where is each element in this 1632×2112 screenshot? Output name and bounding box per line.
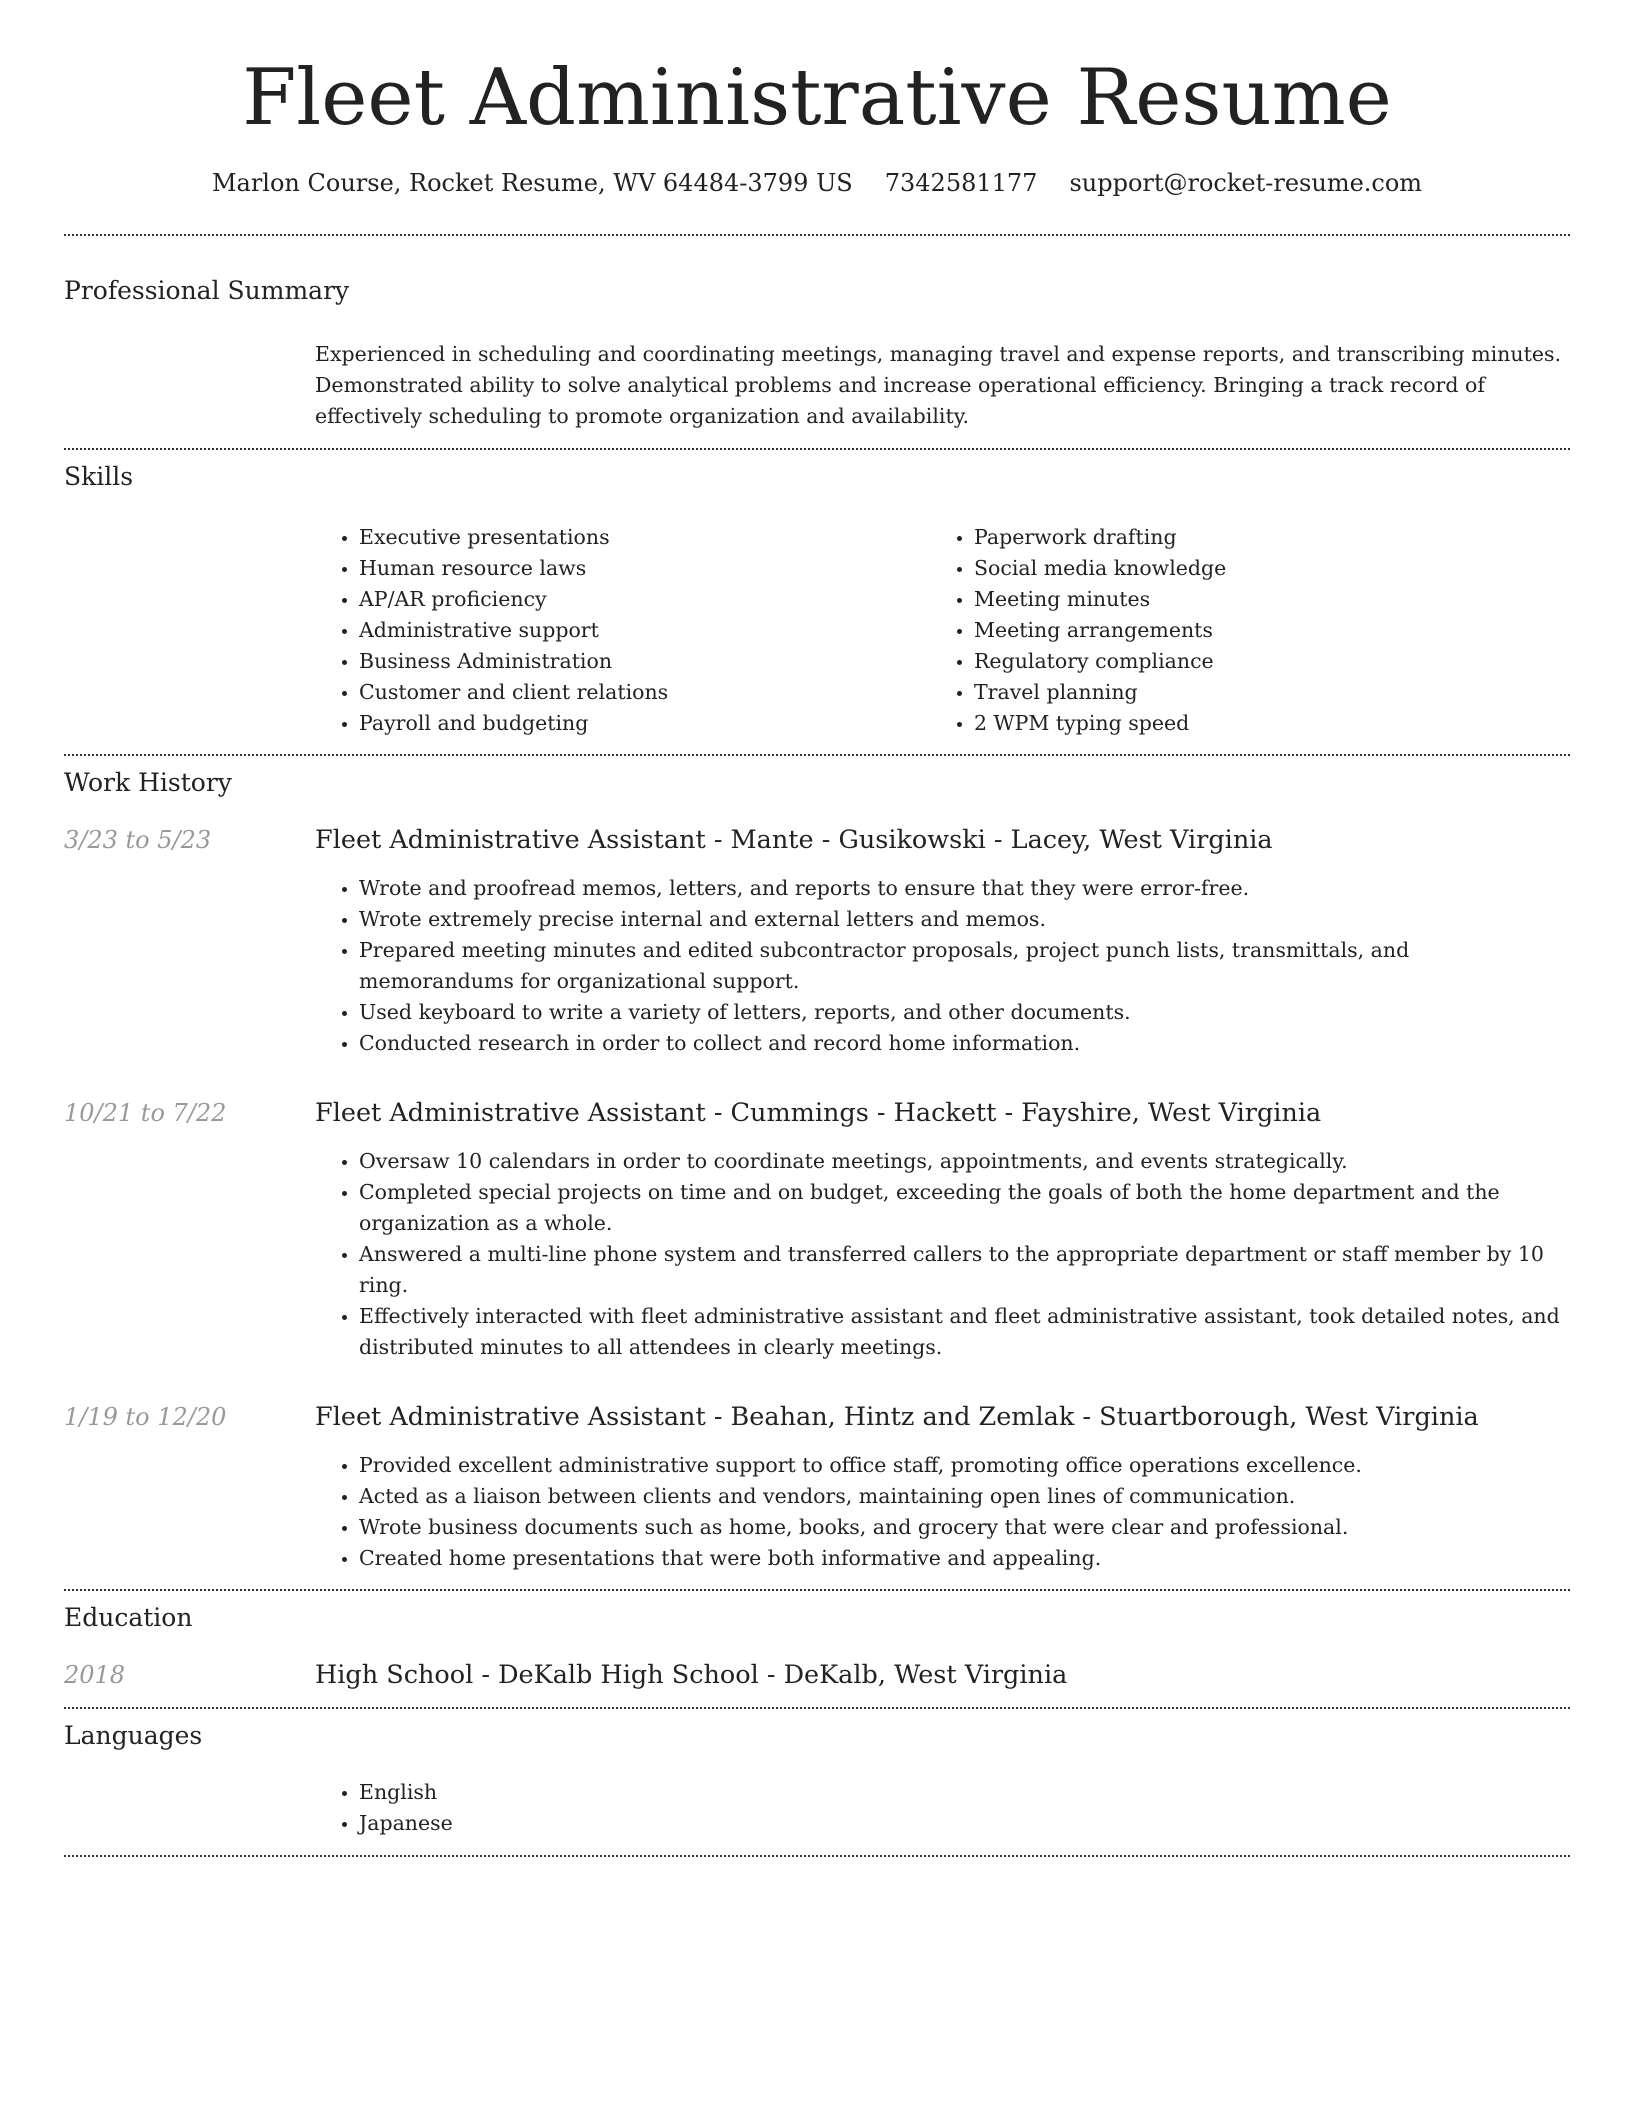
skill-item: • 2 WPM typing speed bbox=[974, 708, 1545, 739]
skill-item: • AP/AR proficiency bbox=[359, 584, 930, 615]
education-entry: High School - DeKalb High School - DeKalb, West Virginia bbox=[315, 1660, 1068, 1690]
summary-section bbox=[64, 236, 1570, 448]
job-entry bbox=[64, 824, 1570, 1059]
job-bullets bbox=[315, 873, 1570, 1059]
education-year: 2018 bbox=[64, 1661, 126, 1689]
contact-email: support@rocket-resume.com bbox=[1069, 169, 1423, 197]
skill-item: • Paperwork drafting bbox=[974, 522, 1545, 553]
skill-item: • Travel planning bbox=[974, 677, 1545, 708]
skill-item: • Meeting arrangements bbox=[974, 615, 1545, 646]
job-bullet: • Prepared meeting minutes and edited subcontractor proposals, project punch lists, transmittals, and memorandums for organizational support. bbox=[359, 935, 1570, 997]
job-dates: 3/23 to 5/23 bbox=[64, 826, 212, 854]
skill-item: • Payroll and budgeting bbox=[359, 708, 930, 739]
language-item: • Japanese bbox=[359, 1808, 1570, 1839]
resume-title: Fleet Administrative Resume bbox=[242, 53, 1392, 143]
job-entry bbox=[64, 1097, 1570, 1363]
job-title: Fleet Administrative Assistant - Beahan, Hintz and Zemlak - Stuartborough, West Virginia bbox=[315, 1402, 1479, 1432]
job-bullet: • Wrote and proofread memos, letters, and reports to ensure that they were error-free. bbox=[359, 873, 1570, 904]
contact-address: Marlon Course, Rocket Resume, WV 64484-3799 US bbox=[211, 169, 853, 197]
contact-line bbox=[64, 168, 1570, 198]
job-title: Fleet Administrative Assistant - Cummings - Hackett - Fayshire, West Virginia bbox=[315, 1098, 1322, 1128]
job-entry bbox=[64, 1401, 1570, 1574]
skills-column-right bbox=[930, 522, 1545, 739]
education-section bbox=[64, 1591, 1570, 1707]
skill-item: • Executive presentations bbox=[359, 522, 930, 553]
work-history-section bbox=[64, 756, 1570, 1589]
job-bullets bbox=[315, 1450, 1570, 1574]
languages-section bbox=[64, 1709, 1570, 1855]
job-bullet: • Acted as a liaison between clients and vendors, maintaining open lines of communication. bbox=[359, 1481, 1570, 1512]
divider bbox=[64, 1855, 1570, 1857]
job-title: Fleet Administrative Assistant - Mante - Gusikowski - Lacey, West Virginia bbox=[315, 825, 1273, 855]
skills-heading: Skills bbox=[64, 462, 134, 491]
skill-item: • Social media knowledge bbox=[974, 553, 1545, 584]
skill-item: • Regulatory compliance bbox=[974, 646, 1545, 677]
languages-heading: Languages bbox=[64, 1721, 203, 1750]
skill-item: • Meeting minutes bbox=[974, 584, 1545, 615]
work-history-heading: Work History bbox=[64, 768, 232, 797]
contact-phone: 7342581177 bbox=[884, 169, 1038, 197]
job-bullet: • Completed special projects on time and on budget, exceeding the goals of both the home department and the organization as a whole. bbox=[359, 1177, 1570, 1239]
job-dates: 10/21 to 7/22 bbox=[64, 1099, 227, 1127]
languages-list bbox=[315, 1777, 1570, 1839]
language-item: • English bbox=[359, 1777, 1570, 1808]
job-bullet: • Used keyboard to write a variety of letters, reports, and other documents. bbox=[359, 997, 1570, 1028]
job-bullet: • Conducted research in order to collect and record home information. bbox=[359, 1028, 1570, 1059]
job-bullet: • Oversaw 10 calendars in order to coordinate meetings, appointments, and events strategically. bbox=[359, 1146, 1570, 1177]
job-bullets bbox=[315, 1146, 1570, 1363]
skill-item: • Human resource laws bbox=[359, 553, 930, 584]
summary-text: Experienced in scheduling and coordinating meetings, managing travel and expense reports, and transcribing minutes. Demonstrated ability to solve analytical problems and increase operational efficiency. Bringing a track record of effectively scheduling to promote organization and availability. bbox=[315, 342, 1561, 428]
job-bullet: • Effectively interacted with fleet administrative assistant and fleet administrative assistant, took detailed notes, and distributed minutes to all attendees in clearly meetings. bbox=[359, 1301, 1570, 1363]
skill-item: • Administrative support bbox=[359, 615, 930, 646]
skill-item: • Business Administration bbox=[359, 646, 930, 677]
job-dates: 1/19 to 12/20 bbox=[64, 1403, 227, 1431]
job-bullet: • Answered a multi-line phone system and transferred callers to the appropriate department or staff member by 10 ring. bbox=[359, 1239, 1570, 1301]
skills-list bbox=[315, 522, 1570, 739]
skills-section bbox=[64, 450, 1570, 754]
skills-column-left bbox=[315, 522, 930, 739]
job-bullet: • Provided excellent administrative support to office staff, promoting office operations excellence. bbox=[359, 1450, 1570, 1481]
education-heading: Education bbox=[64, 1603, 193, 1632]
job-bullet: • Wrote extremely precise internal and external letters and memos. bbox=[359, 904, 1570, 935]
job-bullet: • Wrote business documents such as home, books, and grocery that were clear and professional. bbox=[359, 1512, 1570, 1543]
job-bullet: • Created home presentations that were both informative and appealing. bbox=[359, 1543, 1570, 1574]
skill-item: • Customer and client relations bbox=[359, 677, 930, 708]
resume-page bbox=[64, 0, 1570, 1857]
summary-heading: Professional Summary bbox=[64, 276, 350, 305]
